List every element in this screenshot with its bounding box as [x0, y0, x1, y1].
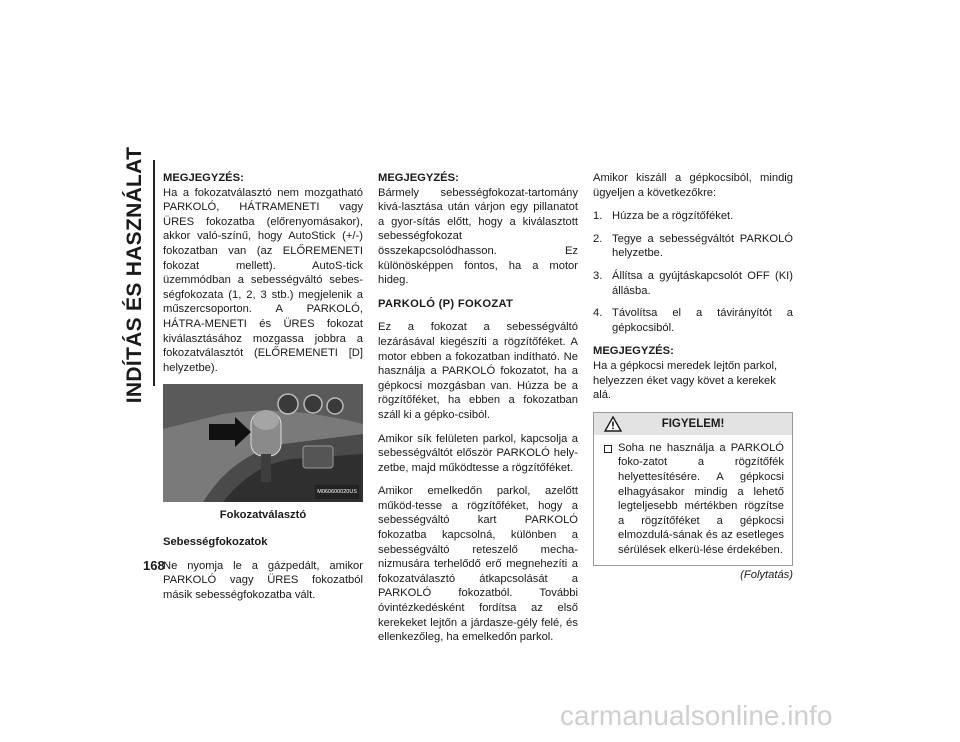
section-title: PARKOLÓ (P) FOKOZAT	[378, 297, 514, 310]
list-item	[593, 306, 793, 335]
step-text: Húzza be a rögzítőféket.	[612, 210, 734, 223]
subheading: Sebességfokozatok	[163, 535, 268, 548]
note-heading: MEGJEGYZÉS:	[378, 172, 459, 184]
step-text: Állítsa a gyújtáskapcsolót OFF (KI) állásba.	[612, 269, 793, 297]
warning-text: Soha ne használja a PARKOLÓ foko-zatot a rögzítőfék helyettesítésére. A gépkocsi elhagyásakor mindig a lehető legteljesebb mértékben rögzítse a rögzítőféket a gépkocsi elmozdulá-sának és az esetleges sérülések elkerü-lése érdekében.	[618, 441, 784, 556]
warning-triangle-icon	[604, 416, 622, 432]
gear-selector-photo	[163, 384, 363, 502]
note-2	[378, 171, 578, 288]
note-3	[593, 344, 793, 402]
continued-label: (Folytatás)	[740, 569, 793, 582]
column-3	[593, 171, 793, 583]
note-heading: MEGJEGYZÉS:	[593, 345, 674, 358]
note-1	[163, 171, 363, 375]
warning-header	[594, 413, 792, 435]
paragraph: Ez a fokozat a sebességváltó lezárásával kiegészíti a rögzítőféket. A motor ebben a fokozatban indítható. Ne használja a PARKOLÓ fokozatot, ha a gépkocsi mozgásban van. Húzza be a rögzítőféket, ha ebben a fokozatban száll ki a gépko-csiból.	[378, 321, 578, 421]
step-number: 1.	[593, 210, 603, 223]
column-2	[378, 171, 578, 654]
paragraph: Amikor sík felületen parkol, kapcsolja a sebességváltót először PARKOLÓ hely-zetbe, majd működtesse a rögzítőféket.	[378, 432, 578, 474]
note-text: Ha a gépkocsi meredek lejtőn parkol, helyezzen éket vagy követ a kerekek alá.	[593, 359, 778, 402]
warning-title: FIGYELEM!	[661, 417, 725, 430]
list-item	[593, 269, 793, 298]
list-item	[593, 209, 793, 224]
list-item	[593, 232, 793, 261]
step-text: Távolítsa el a távirányítót a gépkocsiból.	[612, 307, 793, 334]
step-number: 2.	[593, 232, 603, 245]
note-text: Bármely sebességfokozat-tartomány kivá-lasztása után várjon egy pillanatot a gyor-sítás előtt, hogy a kiválasztott sebességfokozat összekapcsolódhasson. Ez különösképpen fontos, ha a motor hideg.	[378, 186, 578, 287]
page-number: 168	[143, 558, 165, 573]
side-divider	[153, 160, 155, 386]
chapter-side-title-text: INDÍTÁS ÉS HASZNÁLAT	[123, 146, 146, 404]
paragraph: Amikor emelkedőn parkol, azelőtt működ-tesse a rögzítőféket, hogy a sebességváltó kart PARKOLÓ fokozatba kapcsolná, különben a sebességváltó reteszelő mecha-nizmusára terhelődő erő megnehezíti a fokozatválasztó átkapcsolását a PARKOLÓ fokozatból. További óvintézkedésként fordítsa az első kerekeket lejtőn a járdasze-gély felé, és ellenkezőleg, ha emelkedőn parkol.	[378, 485, 578, 644]
step-list	[593, 209, 793, 335]
watermark: carmanualsonline.info	[560, 700, 833, 731]
figure-caption: Fokozatválasztó	[219, 509, 307, 522]
paragraph: Ne nyomja le a gázpedált, amikor PARKOLÓ vagy ÜRES fokozatból másik sebességfokozatba vált.	[163, 559, 363, 601]
warning-body	[594, 435, 792, 566]
checkbox-bullet-icon	[604, 445, 612, 453]
step-text: Tegye a sebességváltót PARKOLÓ helyzetbe.	[612, 232, 793, 260]
column-1	[163, 171, 363, 611]
note-heading: MEGJEGYZÉS:	[163, 172, 244, 184]
image-code: M060600020US	[315, 485, 359, 500]
step-number: 3.	[593, 269, 603, 282]
intro-text: Amikor kiszáll a gépkocsiból, mindig ügyeljen a következőkre:	[593, 172, 793, 199]
warning-box	[593, 412, 793, 567]
note-text: Ha a fokozatválasztó nem mozgatható PARKOLÓ, HÁTRAMENETI vagy ÜRES fokozatba (előrenyomásakor), akkor való-színű, hogy AutoStick (+/-) fokozatban van (az ELŐREMENETI fokozat mellett). AutoS-tick üzemmódban a sebességváltó sebes-ségfokozata (1, 2, 3 stb.) megjelenik a műszercsoporton. A PARKOLÓ, HÁTRA-MENETI és ÜRES fokozat kiválasztásához mozgassa jobbra a fokozatválasztót (ELŐREMENETI [D] helyzetbe).	[163, 186, 363, 374]
chapter-side-title	[120, 146, 150, 404]
step-number: 4.	[593, 307, 603, 320]
